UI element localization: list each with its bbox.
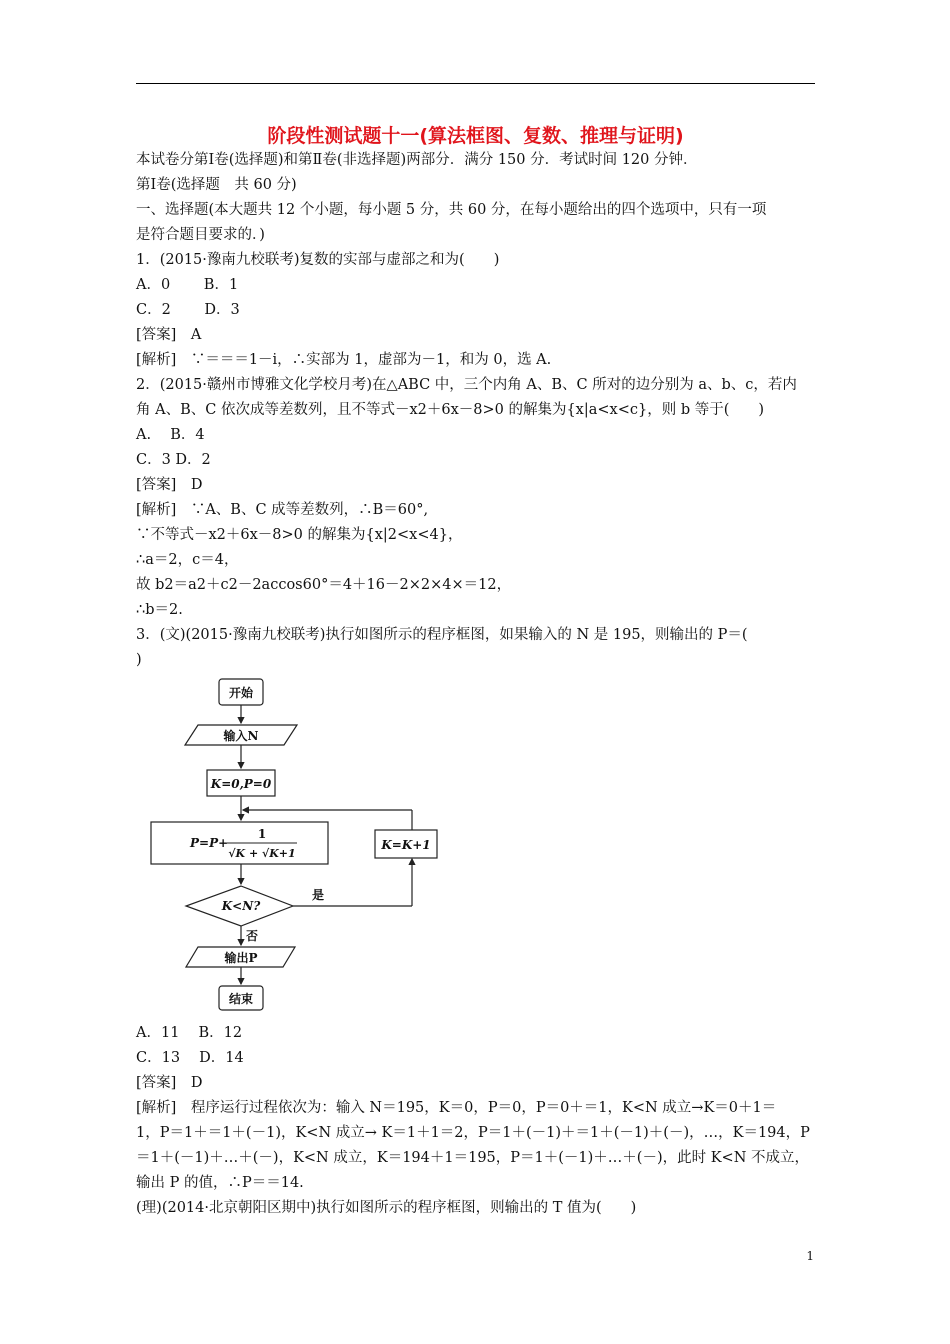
flow-update-prefix: P=P+ [190, 836, 229, 850]
options-line: A．11 B．12 [136, 1025, 243, 1041]
flowchart [150, 674, 450, 1014]
analysis-line: 1，P＝1＋＝1＋(－1)，K<N 成立→ K＝1＋1＝2，P＝1＋(－1)＋＝1＋(－1)＋(－)，…，K＝194，P [136, 1125, 810, 1141]
analysis-line: [解析] ∵＝＝＝1－i，∴实部为 1，虚部为－1，和为 0，选 A. [136, 352, 552, 368]
flow-increment-label: K=K+1 [381, 838, 431, 852]
options-line: A. B．4 [136, 427, 205, 443]
options-line: C．3 D．2 [136, 452, 211, 468]
question-3-cont: ) [136, 652, 142, 668]
question-1: 1．(2015·豫南九校联考)复数的实部与虚部之和为( ) [136, 252, 500, 268]
options-line: C．2 D．3 [136, 302, 240, 318]
analysis-line: ＝1＋(－1)＋…＋(－)，K<N 成立，K＝194＋1＝195，P＝1＋(－1)＋…＋(－)，此时 K<N 不成立， [136, 1150, 809, 1166]
flow-condition-label: K<N? [221, 899, 261, 913]
instructions-line: 一、选择题(本大题共 12 个小题，每小题 5 分，共 60 分，在每小题给出的四个选项中，只有一项 [136, 202, 767, 218]
analysis-line: 输出 P 的值，∴P＝＝14. [136, 1175, 304, 1191]
intro-line: 本试卷分第Ⅰ卷(选择题)和第Ⅱ卷(非选择题)两部分．满分 150 分．考试时间 120 分钟． [136, 152, 698, 168]
analysis-line: [解析] 程序运行过程依次为：输入 N＝195，K＝0，P＝0，P＝0＋＝1，K<N 成立→K＝0＋1＝ [136, 1100, 777, 1116]
flow-end-label: 结束 [228, 992, 254, 1006]
flow-output-label: 输出P [224, 951, 258, 965]
flow-start-label: 开始 [228, 686, 254, 700]
flow-init-label: K=0,P=0 [210, 777, 272, 791]
question-2: 2．(2015·赣州市博雅文化学校月考)在△ABC 中，三个内角 A、B、C 所对的边分别为 a、b、c，若内 [136, 377, 797, 393]
section-heading: 第Ⅰ卷(选择题 共 60 分) [136, 177, 297, 193]
page-number: 1 [806, 1249, 814, 1263]
analysis-line: ∴a＝2，c＝4， [136, 552, 239, 568]
analysis-line: ∴b＝2. [136, 602, 183, 618]
options-line: A．0 B．1 [136, 277, 239, 293]
analysis-line: [解析] ∵A、B、C 成等差数列，∴B＝60°, [136, 502, 429, 518]
flow-yes-label: 是 [312, 888, 325, 902]
options-line: C．13 D．14 [136, 1050, 244, 1066]
analysis-line: 故 b2＝a2＋c2－2accos60°＝4＋16－2×2×4×＝12， [136, 577, 512, 593]
analysis-line: ∵不等式－x2＋6x－8>0 的解集为{x|2<x<4}， [136, 527, 463, 543]
flow-no-label: 否 [246, 929, 259, 943]
page-title: 阶段性测试题十一(算法框图、复数、推理与证明) [267, 125, 684, 147]
flow-input-label: 输入N [223, 729, 259, 743]
question-2-cont: 角 A、B、C 依次成等差数列，且不等式－x2＋6x－8>0 的解集为{x|a<x<c}，则 b 等于( ) [136, 402, 765, 418]
answer-line: [答案] D [136, 477, 203, 493]
question-3: 3．(文)(2015·豫南九校联考)执行如图所示的程序框图，如果输入的 N 是 195，则输出的 P＝( [136, 627, 748, 643]
answer-line: [答案] A [136, 327, 202, 343]
header-rule [136, 83, 815, 84]
instructions-line: 是符合题目要求的．) [136, 227, 265, 243]
flow-update-numerator: 1 [257, 827, 267, 841]
flow-update-denominator: √K + √K+1 [228, 847, 296, 860]
question-3-li: (理)(2014·北京朝阳区期中)执行如图所示的程序框图，则输出的 T 值为( ) [136, 1200, 637, 1216]
answer-line: [答案] D [136, 1075, 203, 1091]
